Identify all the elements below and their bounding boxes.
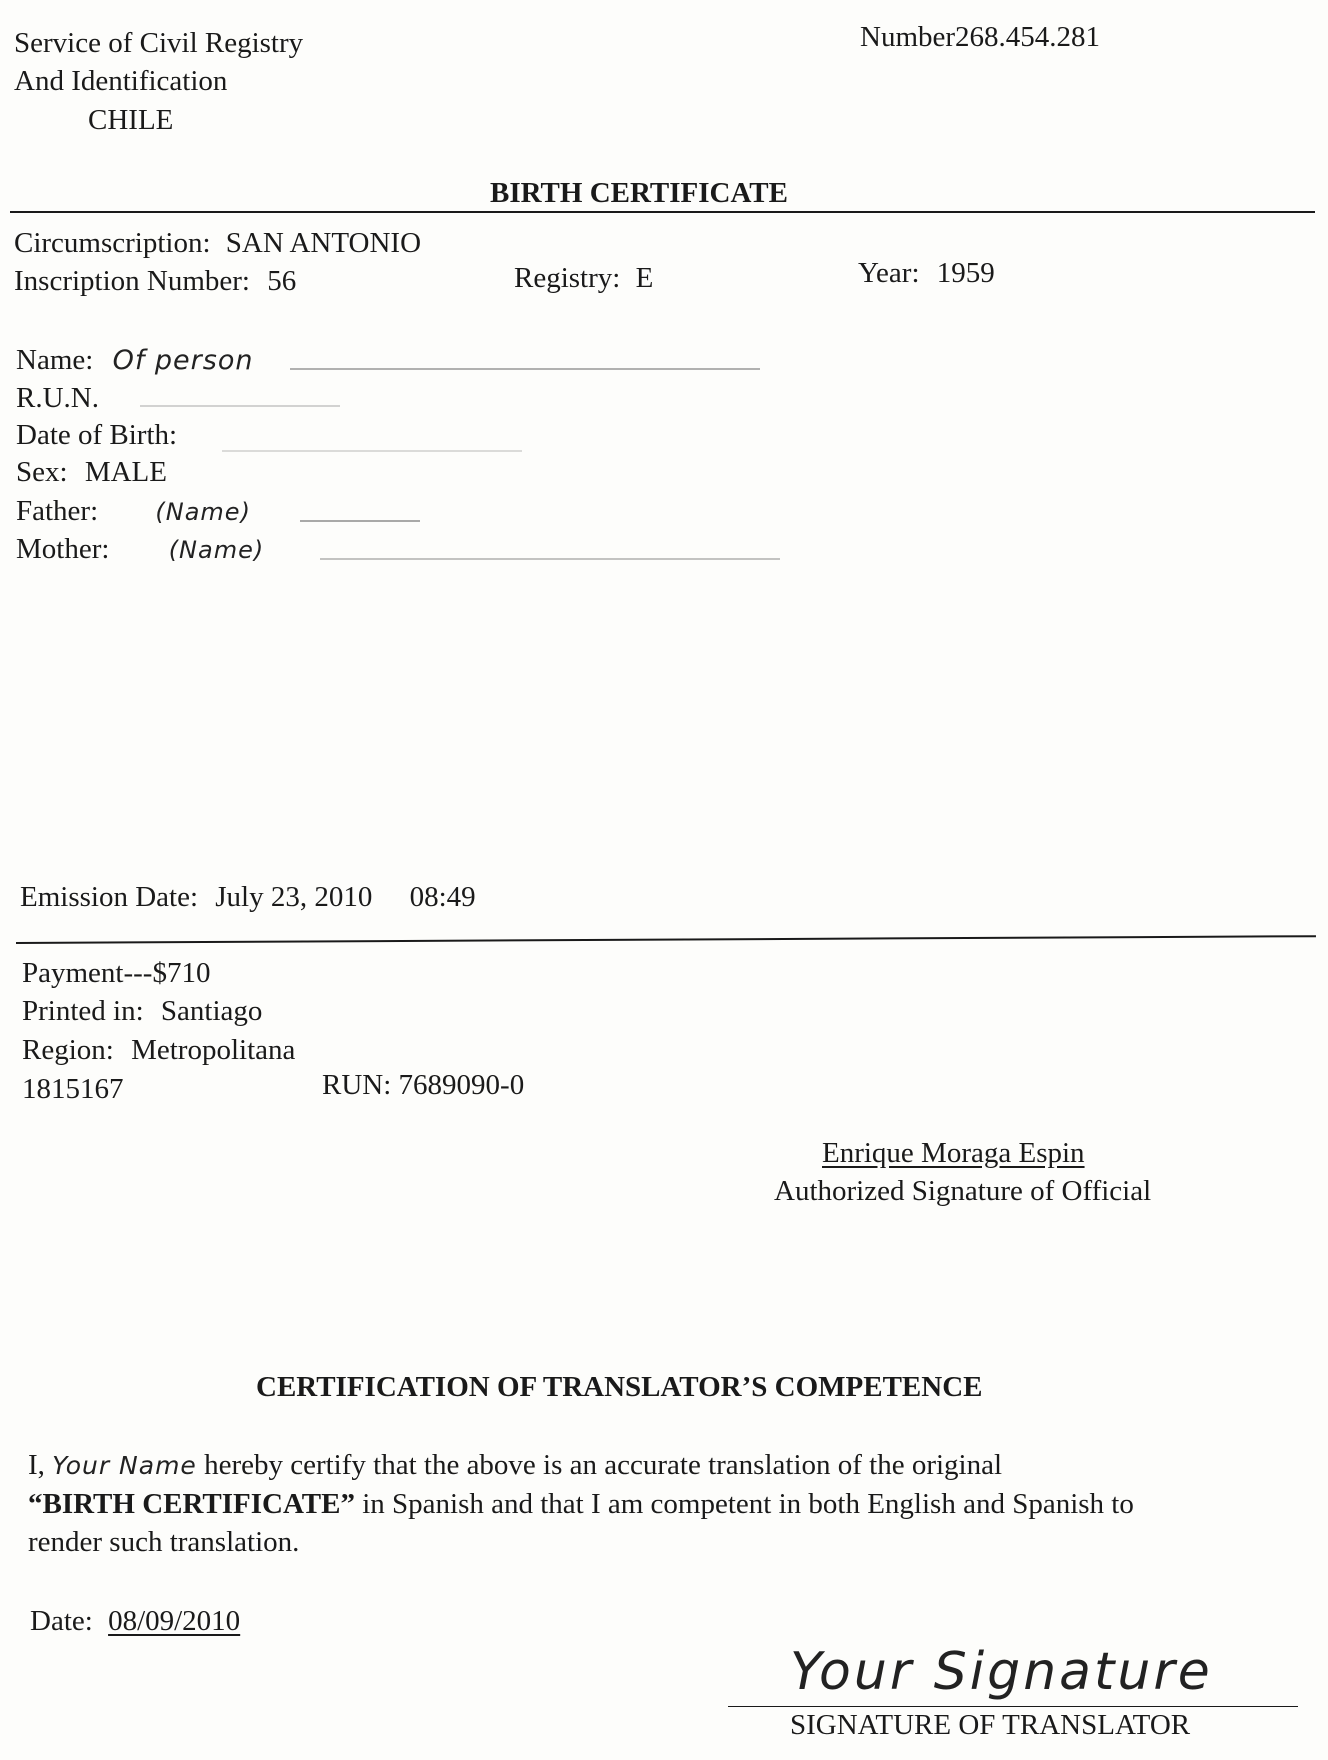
sex-row (16, 455, 167, 490)
region-label: Region: (22, 1034, 114, 1066)
signature-caption: SIGNATURE OF TRANSLATOR (790, 1709, 1191, 1741)
circumscription-row (14, 226, 421, 261)
year-value: 1959 (936, 257, 995, 289)
statement-line-2 (28, 1485, 1318, 1523)
sex-value: MALE (84, 456, 167, 488)
translator-statement (28, 1446, 1318, 1561)
run-label: R.U.N. (16, 382, 99, 414)
name-label: Name: (16, 344, 94, 376)
translator-date-value: 08/09/2010 (108, 1605, 241, 1637)
name-blank-line (290, 368, 760, 370)
father-label: Father: (16, 495, 99, 527)
statement-line-3: render such translation. (28, 1526, 300, 1558)
father-blank-line (300, 520, 420, 522)
father-row (16, 494, 251, 529)
emission-time: 08:49 (409, 881, 476, 913)
dob-label: Date of Birth: (16, 419, 178, 451)
year-label: Year: (858, 257, 920, 289)
footer-run: RUN: 7689090-0 (322, 1069, 525, 1101)
emission-date: July 23, 2010 (215, 881, 373, 913)
inscription-label: Inscription Number: (14, 265, 250, 297)
region-row (22, 1033, 295, 1068)
statement-line-1 (28, 1446, 1318, 1485)
inscription-value: 56 (267, 265, 297, 297)
region-value: Metropolitana (131, 1034, 296, 1066)
translator-date-row (30, 1604, 240, 1639)
printed-row (22, 994, 262, 1029)
translator-date-label: Date: (30, 1605, 93, 1637)
circumscription-label: Circumscription: (14, 227, 211, 259)
sex-label: Sex: (16, 456, 68, 488)
statement-text-b: in Spanish and that I am competent in both English and Spanish to (362, 1488, 1134, 1520)
registry-value: E (635, 262, 654, 294)
translator-signature: Your Signature (790, 1642, 1213, 1702)
mother-blank-line (320, 558, 780, 560)
printed-value: Santiago (160, 995, 263, 1027)
document-number: Number268.454.281 (860, 21, 1101, 53)
translator-heading: CERTIFICATION OF TRANSLATOR’S COMPETENCE (256, 1371, 983, 1403)
registry-field (514, 261, 653, 296)
mother-label: Mother: (16, 533, 110, 565)
agency-country: CHILE (88, 104, 174, 136)
dob-redacted (222, 450, 522, 452)
statement-text-a: hereby certify that the above is an accurate translation of the original (204, 1449, 1003, 1481)
printed-label: Printed in: (22, 995, 144, 1027)
statement-quote-title: “BIRTH CERTIFICATE” (28, 1488, 355, 1520)
agency-line-1: Service of Civil Registry (14, 27, 304, 59)
emission-row (20, 880, 476, 915)
inscription-row (14, 264, 296, 299)
footer-code: 1815167 (22, 1073, 124, 1105)
official-name: Enrique Moraga Espin (822, 1137, 1085, 1169)
mother-row (16, 532, 264, 567)
payment: Payment---$710 (22, 957, 211, 989)
translator-handwritten-name: Your Name (52, 1451, 197, 1480)
certificate-title: BIRTH CERTIFICATE (490, 177, 788, 209)
mother-handwritten: (Name) (168, 536, 265, 564)
father-handwritten: (Name) (155, 498, 251, 526)
name-row (16, 343, 253, 378)
official-title: Authorized Signature of Official (774, 1175, 1152, 1207)
run-redacted (140, 405, 340, 407)
emission-divider (16, 935, 1316, 944)
title-divider (10, 211, 1315, 213)
statement-intro: I, (28, 1449, 45, 1481)
circumscription-value: SAN ANTONIO (225, 227, 422, 259)
registry-label: Registry: (514, 262, 621, 294)
year-field (858, 256, 995, 291)
agency-line-2: And Identification (14, 65, 228, 97)
signature-line (728, 1706, 1298, 1707)
name-handwritten: Of person (112, 345, 254, 376)
emission-label: Emission Date: (20, 881, 199, 913)
